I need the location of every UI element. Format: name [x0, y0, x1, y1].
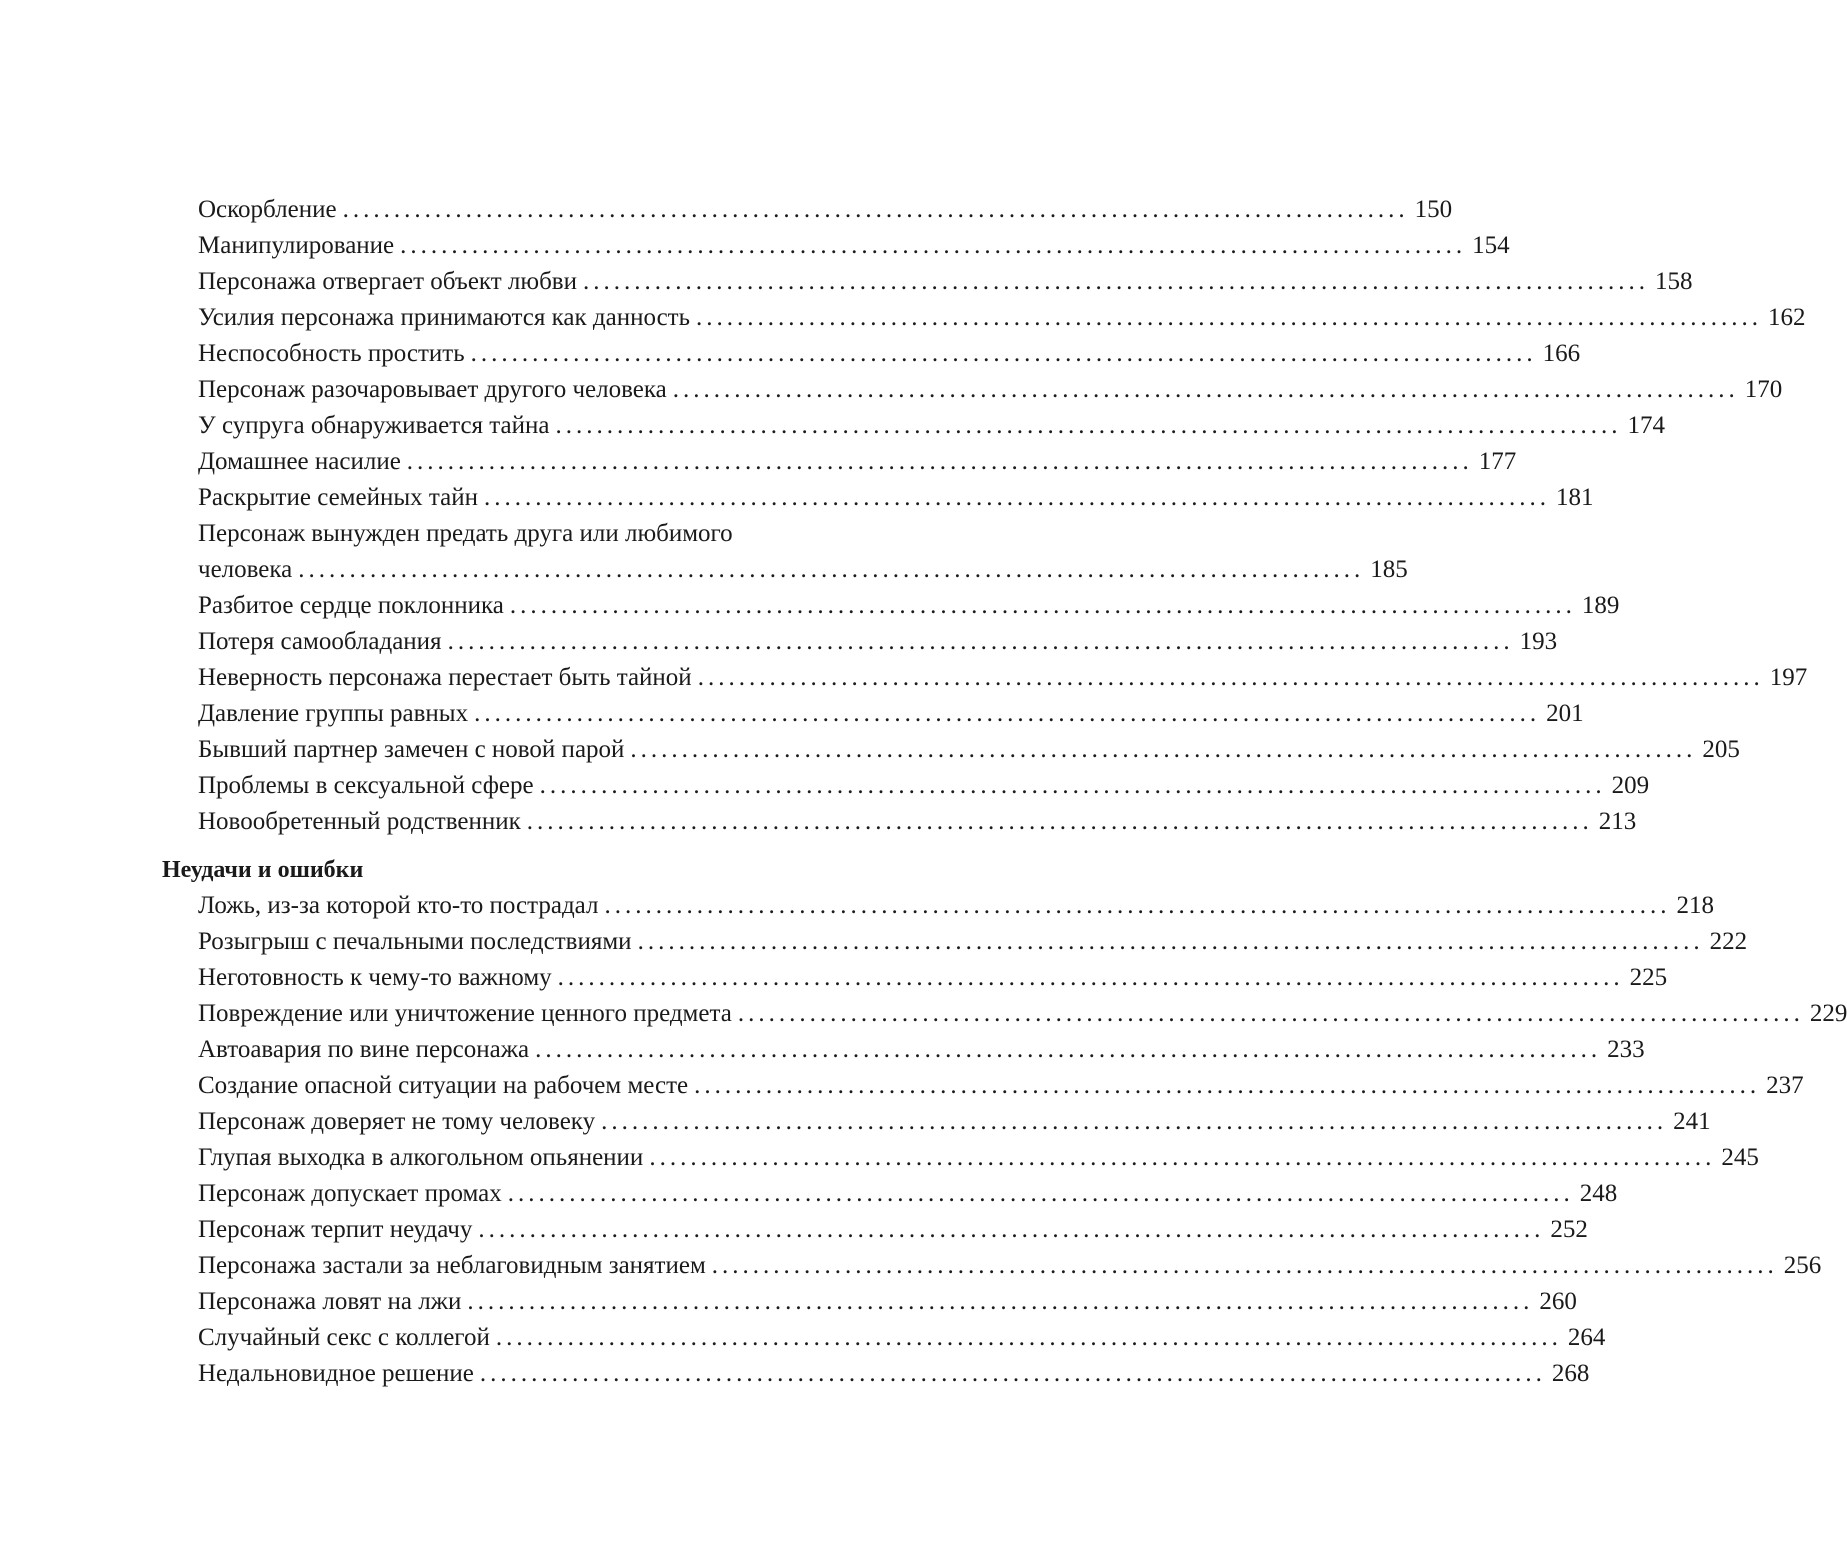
toc-entry-title: Ложь, из-за которой кто-то пострадал [198, 892, 599, 919]
dot-leader: ........................................................................................................ [495, 1324, 1562, 1351]
toc-entry-page: 241 [1673, 1108, 1711, 1135]
toc-entry-page: 245 [1721, 1144, 1759, 1171]
toc-entry-wrapped-line1 [198, 516, 890, 552]
toc-entry [198, 228, 1510, 264]
toc-entry-page: 222 [1709, 928, 1748, 955]
dot-leader: ........................................................................................................ [342, 196, 1409, 223]
toc-entry-title: Усилия персонажа принимаются как данность [198, 304, 691, 331]
toc-entry [198, 924, 1748, 960]
toc-entry-page: 248 [1579, 1180, 1618, 1207]
toc-entry-title: Розыгрыш с печальными последствиями [198, 928, 632, 955]
toc-entry [198, 1212, 1588, 1248]
dot-leader: ........................................................................................................ [298, 556, 1365, 583]
toc-entry-title: Проблемы в сексуальной сфере [198, 772, 534, 799]
dot-leader: ........................................................................................................ [711, 1252, 1778, 1279]
toc-entry-page: 197 [1769, 664, 1808, 691]
toc-entry [198, 768, 1650, 804]
dot-leader: ........................................................................................................ [526, 808, 1593, 835]
toc-entry [198, 192, 1453, 228]
toc-entry [198, 732, 1740, 768]
toc-entry-title: Случайный секс с коллегой [198, 1324, 490, 1351]
toc-entry-page: 233 [1607, 1036, 1645, 1063]
toc-entry-title: Давление группы равных [198, 700, 469, 727]
dot-leader: ........................................................................................................ [507, 1180, 1574, 1207]
toc-entry-wrapped-line2 [198, 552, 1408, 588]
toc-entry-title: Создание опасной ситуации на рабочем месте [198, 1072, 689, 1099]
toc-entry-page: 174 [1627, 412, 1665, 439]
toc-entry-page: 185 [1370, 556, 1408, 583]
toc-entry-page: 150 [1414, 196, 1453, 223]
dot-leader: ........................................................................................................ [406, 448, 1473, 475]
toc-entry-page: 189 [1581, 592, 1620, 619]
toc-entry [198, 588, 1620, 624]
toc-entry [198, 480, 1594, 516]
dot-leader: ........................................................................................................ [447, 628, 1514, 655]
toc-entry [198, 996, 1847, 1032]
toc-entry [198, 300, 1806, 336]
toc-entry [198, 660, 1808, 696]
toc-entry-title: Оскорбление [198, 196, 337, 223]
dot-leader: ........................................................................................................ [697, 664, 1764, 691]
toc-entry-page: 166 [1542, 340, 1581, 367]
toc-entry-title: Персонажа отвергает объект любви [198, 268, 577, 295]
toc-entry-page: 252 [1550, 1216, 1588, 1243]
dot-leader: ........................................................................................................ [649, 1144, 1716, 1171]
dot-leader: ........................................................................................................ [604, 892, 1671, 919]
toc-entry-page: 268 [1551, 1360, 1590, 1387]
toc-entry [198, 264, 1693, 300]
toc-entry-page: 205 [1702, 736, 1740, 763]
toc-entry-page: 237 [1766, 1072, 1804, 1099]
dot-leader: ........................................................................................................ [539, 772, 1606, 799]
toc-entry-page: 260 [1539, 1288, 1577, 1315]
dot-leader: ........................................................................................................ [582, 268, 1649, 295]
toc-entry-page: 177 [1478, 448, 1517, 475]
toc-entry-title: Манипулирование [198, 232, 395, 259]
toc-entry [198, 336, 1581, 372]
dot-leader: ........................................................................................................ [672, 376, 1739, 403]
toc-entry-title: Неверность персонажа перестает быть тайной [198, 664, 692, 691]
toc-entry [198, 1284, 1577, 1320]
toc-entry-page: 162 [1768, 304, 1806, 331]
toc-entry-title: Разбитое сердце поклонника [198, 592, 504, 619]
dot-leader: ........................................................................................................ [479, 1360, 1546, 1387]
toc-entry-title: Персонаж доверяет не тому человеку [198, 1108, 596, 1135]
toc-entry-title: Домашнее насилие [198, 448, 401, 475]
toc-entry-page: 154 [1472, 232, 1510, 259]
dot-leader: ........................................................................................................ [484, 484, 1550, 511]
toc-entry-title: Неготовность к чему-то важному [198, 964, 552, 991]
toc-entry-page: 218 [1676, 892, 1714, 919]
toc-entry-title: Персонаж допускает промах [198, 1180, 502, 1207]
toc-entry [198, 408, 1665, 444]
toc-entry-title: Недальновидное решение [198, 1360, 474, 1387]
toc-entry-title: У супруга обнаруживается тайна [198, 412, 550, 439]
toc-entry-page: 158 [1654, 268, 1693, 295]
toc-entry-title: Повреждение или уничтожение ценного предмета [198, 1000, 732, 1027]
dot-leader: ........................................................................................................ [470, 340, 1537, 367]
toc-entry-title-cont: человека [198, 556, 293, 583]
toc-entry-title: Автоавария по вине персонажа [198, 1036, 530, 1063]
toc-entry [198, 1176, 1618, 1212]
toc-entry [198, 624, 1558, 660]
dot-leader: ........................................................................................................ [474, 700, 1541, 727]
toc-entry-page: 181 [1556, 484, 1594, 511]
dot-leader: ........................................................................................................ [555, 412, 1622, 439]
toc-entry-title: Глупая выходка в алкогольном опьянении [198, 1144, 644, 1171]
toc-entry-title: Неспособность простить [198, 340, 465, 367]
toc-entry-title: Персонажа застали за неблаговидным занятием [198, 1252, 706, 1279]
dot-leader: ........................................................................................................ [637, 928, 1704, 955]
dot-leader: ........................................................................................................ [400, 232, 1467, 259]
toc-entry [198, 1032, 1645, 1068]
section-heading: Неудачи и ошибки [162, 857, 364, 883]
dot-leader: ........................................................................................................ [601, 1108, 1668, 1135]
toc-entry-page: 229 [1809, 1000, 1847, 1027]
dot-leader: ........................................................................................................ [694, 1072, 1761, 1099]
toc-entry-title: Персонажа ловят на лжи [198, 1288, 462, 1315]
dot-leader: ........................................................................................................ [467, 1288, 1534, 1315]
toc-entry-title: Персонаж разочаровывает другого человека [198, 376, 667, 403]
toc-entry-page: 225 [1629, 964, 1668, 991]
toc-entry-page: 170 [1744, 376, 1783, 403]
toc-entry-title: Раскрытие семейных тайн [198, 484, 478, 511]
toc-entry-title: Бывший партнер замечен с новой парой [198, 736, 625, 763]
toc-entry [198, 696, 1584, 732]
dot-leader: ........................................................................................................ [557, 964, 1624, 991]
toc-entry [198, 804, 1637, 840]
toc-entry [198, 1140, 1759, 1176]
toc-entry [198, 1248, 1822, 1284]
toc-entry-title: Новообретенный родственник [198, 808, 521, 835]
toc-entry [198, 1068, 1804, 1104]
toc-entry [198, 960, 1668, 996]
toc-entry [198, 444, 1517, 480]
dot-leader: ........................................................................................................ [737, 1000, 1804, 1027]
toc-entry-page: 193 [1519, 628, 1558, 655]
toc-entry [198, 1104, 1711, 1140]
toc-entry [198, 372, 1783, 408]
dot-leader: ........................................................................................................ [630, 736, 1697, 763]
toc-entry-page: 264 [1567, 1324, 1606, 1351]
dot-leader: ........................................................................................................ [509, 592, 1576, 619]
toc-entry [198, 1356, 1590, 1392]
dot-leader: ........................................................................................................ [478, 1216, 1545, 1243]
dot-leader: ........................................................................................................ [535, 1036, 1602, 1063]
dot-leader: ........................................................................................................ [696, 304, 1763, 331]
toc-entry-title: Персонаж вынужден предать друга или любимого [198, 520, 733, 547]
toc-entry [198, 888, 1714, 924]
toc-entry-page: 213 [1598, 808, 1637, 835]
toc-entry-page: 201 [1546, 700, 1584, 727]
toc-entry-title: Персонаж терпит неудачу [198, 1216, 473, 1243]
toc-entry-page: 209 [1611, 772, 1650, 799]
toc-entry-page: 256 [1783, 1252, 1822, 1279]
toc-entry [198, 1320, 1606, 1356]
toc-entry-title: Потеря самообладания [198, 628, 442, 655]
